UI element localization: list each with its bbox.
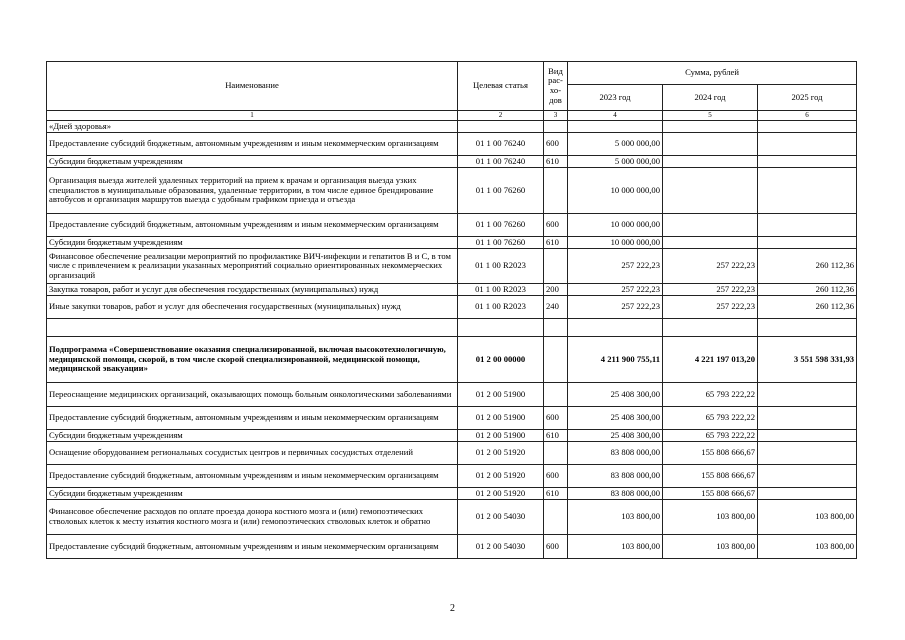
budget-table — [46, 61, 857, 559]
row-amount-2024-cell — [663, 319, 758, 337]
row-amount-2024-cell: 257 222,23 — [663, 296, 758, 319]
row-amount-2025-cell — [758, 430, 857, 442]
row-expense-type-cell — [544, 383, 568, 407]
row-amount-2024-cell — [663, 214, 758, 237]
row-target-code-cell — [458, 121, 544, 133]
row-amount-2023-cell: 83 808 000,00 — [568, 465, 663, 488]
row-amount-2025-cell — [758, 121, 857, 133]
row-name-cell: Субсидии бюджетным учреждениям — [47, 488, 458, 500]
row-name-cell: Предоставление субсидий бюджетным, автономным учреждениям и иным некоммерческим организациям — [47, 535, 458, 559]
row-target-code-cell: 01 1 00 76260 — [458, 168, 544, 214]
row-amount-2023-cell: 257 222,23 — [568, 284, 663, 296]
table-row — [47, 237, 857, 249]
page-number: 2 — [450, 603, 455, 614]
row-name-cell: Финансовое обеспечение расходов по оплате проезда донора костного мозга и (или) гемопоэтических стволовых клеток к месту изъятия костного мозга и (или) гемопоэтических стволовых клеток и обратно — [47, 500, 458, 535]
row-expense-type-cell: 600 — [544, 535, 568, 559]
row-amount-2023-cell — [568, 319, 663, 337]
row-expense-type-cell — [544, 319, 568, 337]
row-amount-2025-cell — [758, 237, 857, 249]
row-amount-2025-cell — [758, 168, 857, 214]
header-name: Наименование — [47, 62, 458, 111]
row-amount-2023-cell: 25 408 300,00 — [568, 383, 663, 407]
header-vid: Вид рас- хо- дов — [544, 62, 568, 111]
row-amount-2024-cell: 155 808 666,67 — [663, 488, 758, 500]
row-target-code-cell: 01 2 00 54030 — [458, 500, 544, 535]
row-expense-type-cell — [544, 168, 568, 214]
row-target-code-cell: 01 2 00 51900 — [458, 383, 544, 407]
row-expense-type-cell — [544, 249, 568, 284]
row-amount-2023-cell: 10 000 000,00 — [568, 214, 663, 237]
table-row — [47, 383, 857, 407]
colnum: 6 — [758, 111, 857, 121]
row-name-cell: Субсидии бюджетным учреждениям — [47, 430, 458, 442]
row-amount-2023-cell: 25 408 300,00 — [568, 430, 663, 442]
table-row — [47, 500, 857, 535]
row-amount-2025-cell — [758, 465, 857, 488]
table-row — [47, 407, 857, 430]
row-expense-type-cell: 600 — [544, 465, 568, 488]
row-amount-2024-cell: 103 800,00 — [663, 535, 758, 559]
row-expense-type-cell: 610 — [544, 488, 568, 500]
row-target-code-cell: 01 2 00 00000 — [458, 337, 544, 383]
row-target-code-cell: 01 2 00 54030 — [458, 535, 544, 559]
row-name-cell: Переоснащение медицинских организаций, оказывающих помощь больным онкологическими заболеваниями — [47, 383, 458, 407]
row-amount-2024-cell — [663, 168, 758, 214]
row-name-cell: Иные закупки товаров, работ и услуг для обеспечения государственных (муниципальных) нужд — [47, 296, 458, 319]
row-name-cell: Предоставление субсидий бюджетным, автономным учреждениям и иным некоммерческим организациям — [47, 465, 458, 488]
table-row — [47, 465, 857, 488]
row-amount-2025-cell: 3 551 598 331,93 — [758, 337, 857, 383]
row-amount-2023-cell: 25 408 300,00 — [568, 407, 663, 430]
row-target-code-cell: 01 1 00 76260 — [458, 214, 544, 237]
table-row — [47, 156, 857, 168]
row-amount-2025-cell — [758, 442, 857, 465]
row-amount-2024-cell: 65 793 222,22 — [663, 383, 758, 407]
table-row — [47, 249, 857, 284]
row-amount-2024-cell — [663, 237, 758, 249]
row-amount-2023-cell — [568, 121, 663, 133]
row-expense-type-cell — [544, 442, 568, 465]
row-expense-type-cell: 600 — [544, 214, 568, 237]
table-row — [47, 214, 857, 237]
row-name-cell — [47, 319, 458, 337]
row-amount-2024-cell — [663, 133, 758, 156]
row-expense-type-cell: 610 — [544, 430, 568, 442]
row-amount-2025-cell: 260 112,36 — [758, 284, 857, 296]
table-row — [47, 430, 857, 442]
row-target-code-cell: 01 1 00 76260 — [458, 237, 544, 249]
row-target-code-cell: 01 2 00 51900 — [458, 407, 544, 430]
header-2025: 2025 год — [758, 85, 857, 111]
table-row — [47, 133, 857, 156]
row-amount-2025-cell — [758, 214, 857, 237]
row-amount-2025-cell — [758, 156, 857, 168]
row-amount-2023-cell: 5 000 000,00 — [568, 156, 663, 168]
row-amount-2024-cell: 65 793 222,22 — [663, 430, 758, 442]
row-expense-type-cell: 610 — [544, 237, 568, 249]
row-amount-2023-cell: 103 800,00 — [568, 535, 663, 559]
table-row — [47, 296, 857, 319]
row-target-code-cell: 01 1 00 R2023 — [458, 249, 544, 284]
row-amount-2024-cell: 257 222,23 — [663, 284, 758, 296]
colnum: 4 — [568, 111, 663, 121]
row-expense-type-cell: 240 — [544, 296, 568, 319]
header-2024: 2024 год — [663, 85, 758, 111]
table-row — [47, 337, 857, 383]
header-2023: 2023 год — [568, 85, 663, 111]
colnum: 1 — [47, 111, 458, 121]
row-amount-2025-cell — [758, 133, 857, 156]
row-amount-2023-cell: 257 222,23 — [568, 249, 663, 284]
row-name-cell: Оснащение оборудованием региональных сосудистых центров и первичных сосудистых отделений — [47, 442, 458, 465]
row-target-code-cell — [458, 319, 544, 337]
row-expense-type-cell — [544, 337, 568, 383]
row-amount-2024-cell: 257 222,23 — [663, 249, 758, 284]
row-expense-type-cell: 610 — [544, 156, 568, 168]
row-target-code-cell: 01 1 00 76240 — [458, 133, 544, 156]
row-name-cell: «Дней здоровья» — [47, 121, 458, 133]
row-amount-2023-cell: 83 808 000,00 — [568, 442, 663, 465]
row-amount-2024-cell: 65 793 222,22 — [663, 407, 758, 430]
row-name-cell: Субсидии бюджетным учреждениям — [47, 237, 458, 249]
table-row — [47, 488, 857, 500]
row-amount-2023-cell: 83 808 000,00 — [568, 488, 663, 500]
row-amount-2023-cell: 103 800,00 — [568, 500, 663, 535]
row-amount-2025-cell: 260 112,36 — [758, 249, 857, 284]
row-name-cell: Предоставление субсидий бюджетным, автономным учреждениям и иным некоммерческим организациям — [47, 133, 458, 156]
row-amount-2025-cell: 103 800,00 — [758, 535, 857, 559]
table-row — [47, 284, 857, 296]
row-amount-2023-cell: 10 000 000,00 — [568, 168, 663, 214]
table-row — [47, 319, 857, 337]
row-name-cell: Закупка товаров, работ и услуг для обеспечения государственных (муниципальных) нужд — [47, 284, 458, 296]
row-target-code-cell: 01 1 00 76240 — [458, 156, 544, 168]
row-target-code-cell: 01 1 00 R2023 — [458, 296, 544, 319]
table-row — [47, 442, 857, 465]
table-row — [47, 121, 857, 133]
column-number-row — [47, 111, 857, 121]
row-name-cell: Субсидии бюджетным учреждениям — [47, 156, 458, 168]
row-amount-2023-cell: 5 000 000,00 — [568, 133, 663, 156]
header-sum: Сумма, рублей — [568, 62, 857, 85]
row-amount-2025-cell — [758, 407, 857, 430]
colnum: 2 — [458, 111, 544, 121]
row-target-code-cell: 01 1 00 R2023 — [458, 284, 544, 296]
row-amount-2025-cell: 260 112,36 — [758, 296, 857, 319]
row-amount-2024-cell — [663, 156, 758, 168]
row-target-code-cell: 01 2 00 51900 — [458, 430, 544, 442]
row-target-code-cell: 01 2 00 51920 — [458, 488, 544, 500]
row-expense-type-cell: 600 — [544, 407, 568, 430]
row-target-code-cell: 01 2 00 51920 — [458, 442, 544, 465]
row-name-cell: Предоставление субсидий бюджетным, автономным учреждениям и иным некоммерческим организациям — [47, 407, 458, 430]
row-amount-2025-cell — [758, 488, 857, 500]
row-amount-2024-cell: 155 808 666,67 — [663, 465, 758, 488]
header-target: Целевая статья — [458, 62, 544, 111]
colnum: 5 — [663, 111, 758, 121]
row-expense-type-cell — [544, 500, 568, 535]
row-amount-2025-cell — [758, 319, 857, 337]
row-amount-2023-cell: 10 000 000,00 — [568, 237, 663, 249]
row-target-code-cell: 01 2 00 51920 — [458, 465, 544, 488]
row-amount-2025-cell — [758, 383, 857, 407]
row-amount-2023-cell: 257 222,23 — [568, 296, 663, 319]
row-amount-2024-cell: 4 221 197 013,20 — [663, 337, 758, 383]
table-row — [47, 535, 857, 559]
row-amount-2024-cell — [663, 121, 758, 133]
colnum: 3 — [544, 111, 568, 121]
table-row — [47, 168, 857, 214]
row-amount-2025-cell: 103 800,00 — [758, 500, 857, 535]
row-name-cell: Финансовое обеспечение реализации мероприятий по профилактике ВИЧ-инфекции и гепатитов В и С, в том числе с привлечением к реализации указанных мероприятий социально ориентированных некоммерческих организаций — [47, 249, 458, 284]
row-expense-type-cell — [544, 121, 568, 133]
row-name-cell: Организация выезда жителей удаленных территорий на прием к врачам и организация выезда узких специалистов в муниципальные образования, удаленные территории, в том числе единое брендирование автобусов и организация маршрутов выезда с удобным графиком приезда и отъезда — [47, 168, 458, 214]
row-expense-type-cell: 200 — [544, 284, 568, 296]
row-name-cell: Предоставление субсидий бюджетным, автономным учреждениям и иным некоммерческим организациям — [47, 214, 458, 237]
row-amount-2024-cell: 103 800,00 — [663, 500, 758, 535]
row-expense-type-cell: 600 — [544, 133, 568, 156]
row-amount-2023-cell: 4 211 900 755,11 — [568, 337, 663, 383]
row-name-cell: Подпрограмма «Совершенствование оказания специализированной, включая высокотехнологичную, медицинской помощи, скорой, в том числе скорой специализированной, медицинской помощи, медицинской эвакуации» — [47, 337, 458, 383]
row-amount-2024-cell: 155 808 666,67 — [663, 442, 758, 465]
